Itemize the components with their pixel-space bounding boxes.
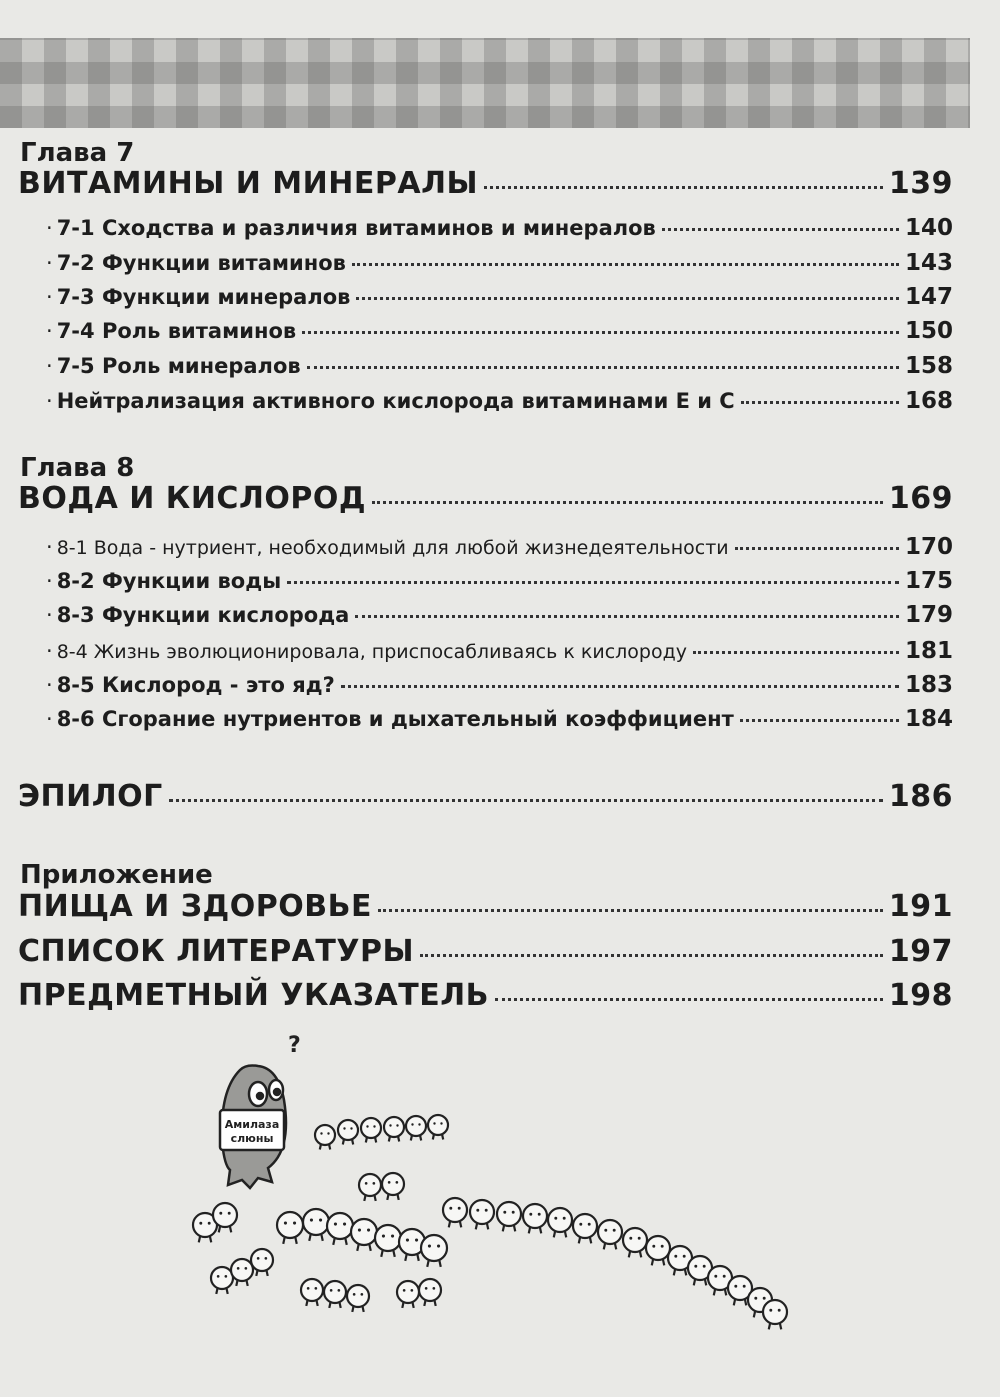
entry-page: 150 [904, 318, 953, 344]
glucose-molecule-icon [327, 1213, 353, 1245]
dot-leader [307, 366, 899, 369]
chapter-7-page: 139 [888, 166, 953, 201]
toc-entry-7-sidebar[interactable]: · Нейтрализация активного кислорода витаминами Е и С 168 [46, 388, 953, 414]
entry-title: Нейтрализация активного кислорода витаминами Е и С [56, 389, 735, 413]
epilogue-title: ЭПИЛОГ [18, 779, 163, 814]
dot-leader [341, 685, 899, 688]
entry-page: 179 [904, 602, 953, 628]
dot-leader [741, 401, 899, 404]
entry-title: 7-2 Функции витаминов [56, 251, 346, 275]
entry-title: 7-1 Сходства и различия витаминов и минералов [56, 216, 656, 240]
entry-title: 8-3 Функции кислорода [56, 603, 350, 627]
toc-entry-chapter-7[interactable] [18, 166, 953, 201]
toc-entry-7-1[interactable]: · 7-1 Сходства и различия витаминов и минералов 140 [46, 215, 953, 241]
entry-title: 7-3 Функции минералов [56, 285, 351, 309]
entry-page: 143 [904, 250, 953, 276]
toc-entry-7-3[interactable]: · 7-3 Функции минералов 147 [46, 284, 953, 310]
dot-leader [352, 263, 899, 266]
toc-entry-epilogue[interactable] [18, 779, 953, 814]
chapter-7-title: ВИТАМИНЫ И МИНЕРАЛЫ [18, 166, 479, 201]
appendix-label: Приложение [20, 860, 213, 890]
references-title: СПИСОК ЛИТЕРАТУРЫ [18, 934, 415, 969]
dot-leader [356, 297, 899, 300]
toc-entry-8-5[interactable]: · 8-5 Кислород - это яд? 183 [46, 672, 953, 698]
dot-leader [169, 799, 883, 802]
dot-leader [287, 581, 899, 584]
glucose-molecule-icon [598, 1220, 622, 1249]
glucose-molecule-icon [421, 1235, 447, 1267]
glucose-molecule-icon [303, 1209, 329, 1241]
entry-page: 147 [904, 284, 953, 310]
dot-leader [662, 228, 899, 231]
dot-leader [495, 998, 883, 1001]
entry-title: 8-5 Кислород - это яд? [56, 673, 335, 697]
entry-title: 8-2 Функции воды [56, 569, 282, 593]
entry-page: 183 [904, 672, 953, 698]
dot-leader [302, 331, 899, 334]
glucose-molecule-icon [231, 1259, 253, 1286]
chapter-8-page: 169 [888, 481, 953, 516]
glucose-molecule-icon [419, 1279, 441, 1306]
glucose-molecule-icon [361, 1118, 381, 1143]
glucose-molecule-icon [301, 1279, 323, 1306]
glucose-molecule-icon [375, 1225, 401, 1257]
toc-entry-8-6[interactable]: · 8-6 Сгорание нутриентов и дыхательный коэффициент 184 [46, 706, 953, 732]
dot-leader [355, 615, 899, 618]
entry-page: 140 [904, 215, 953, 241]
entry-page: 170 [904, 534, 953, 560]
entry-title: 7-5 Роль минералов [56, 354, 301, 378]
glucose-molecule-icon [324, 1281, 346, 1308]
glucose-molecule-icon [497, 1202, 521, 1231]
glucose-molecule-icon [347, 1285, 369, 1312]
amylase-label-line1: Амилаза [224, 1118, 280, 1131]
glucose-molecule-icon [646, 1236, 670, 1265]
chapter-8-title: ВОДА И КИСЛОРОД [18, 481, 367, 516]
toc-entry-references[interactable] [18, 934, 953, 969]
epilogue-page: 186 [888, 779, 953, 814]
glucose-molecule-icon [623, 1228, 647, 1257]
toc-entry-8-2[interactable]: · 8-2 Функции воды 175 [46, 568, 953, 594]
toc-entry-7-4[interactable]: · 7-4 Роль витаминов 150 [46, 318, 953, 344]
dot-leader [420, 954, 883, 957]
entry-title: 8-6 Сгорание нутриентов и дыхательный коэффициент [56, 707, 734, 731]
toc-entry-index[interactable] [18, 978, 953, 1013]
toc-entry-appendix[interactable] [18, 889, 953, 924]
glucose-molecule-icon [384, 1117, 404, 1142]
dot-leader [740, 719, 899, 722]
entry-title: 8-1 Вода - нутриент, необходимый для любой жизнедеятельности [56, 537, 729, 559]
entry-page: 158 [904, 353, 953, 379]
dot-leader [378, 909, 883, 912]
glucose-molecule-icon [428, 1115, 448, 1140]
chapter-8-label: Глава 8 [20, 453, 135, 483]
glucose-molecule-icon [251, 1249, 273, 1276]
glucose-molecule-icon [443, 1198, 467, 1227]
toc-entry-7-5[interactable]: · 7-5 Роль минералов 158 [46, 353, 953, 379]
glucose-molecule-icon [548, 1208, 572, 1237]
toc-entry-7-2[interactable]: · 7-2 Функции витаминов 143 [46, 250, 953, 276]
amylase-illustration [180, 1030, 820, 1350]
glucose-molecule-icon [338, 1120, 358, 1145]
toc-entry-8-1[interactable]: · 8-1 Вода - нутриент, необходимый для любой жизнедеятельности 170 [46, 534, 953, 560]
entry-page: 181 [904, 638, 953, 664]
references-page: 197 [888, 934, 953, 969]
glucose-molecule-icon [359, 1174, 381, 1201]
glucose-molecule-icon [573, 1214, 597, 1243]
dot-leader [372, 501, 883, 504]
dot-leader [735, 547, 899, 550]
index-title: ПРЕДМЕТНЫЙ УКАЗАТЕЛЬ [18, 978, 490, 1013]
glucose-molecule-icon [397, 1281, 419, 1308]
chapter-7-label: Глава 7 [20, 138, 135, 168]
index-page: 198 [888, 978, 953, 1013]
appendix-title: ПИЩА И ЗДОРОВЬЕ [18, 889, 372, 924]
dot-leader [484, 186, 883, 189]
entry-title: 8-4 Жизнь эволюционировала, приспосабливаясь к кислороду [56, 641, 687, 663]
entry-page: 168 [904, 388, 953, 414]
entry-page: 175 [904, 568, 953, 594]
glucose-molecule-icon [382, 1173, 404, 1200]
glucose-molecule-icon [470, 1200, 494, 1229]
toc-entry-8-4[interactable]: · 8-4 Жизнь эволюционировала, приспосабливаясь к кислороду 181 [46, 638, 953, 664]
glucose-molecule-icon [315, 1125, 335, 1150]
appendix-page: 191 [888, 889, 953, 924]
glucose-molecule-icon [277, 1212, 303, 1244]
entry-title: 7-4 Роль витаминов [56, 319, 297, 343]
toc-entry-chapter-8[interactable] [18, 481, 953, 516]
toc-entry-8-3[interactable]: · 8-3 Функции кислорода 179 [46, 602, 953, 628]
glucose-molecule-icon [523, 1204, 547, 1233]
question-mark-bubble: ? [288, 1033, 301, 1058]
glucose-molecule-icon [351, 1219, 377, 1251]
dot-leader [693, 651, 899, 654]
glucose-molecule-icon [211, 1267, 233, 1294]
amylase-label-line2: слюны [230, 1132, 274, 1145]
glucose-molecule-icon [763, 1300, 787, 1329]
entry-page: 184 [904, 706, 953, 732]
glucose-molecule-icon [406, 1116, 426, 1141]
